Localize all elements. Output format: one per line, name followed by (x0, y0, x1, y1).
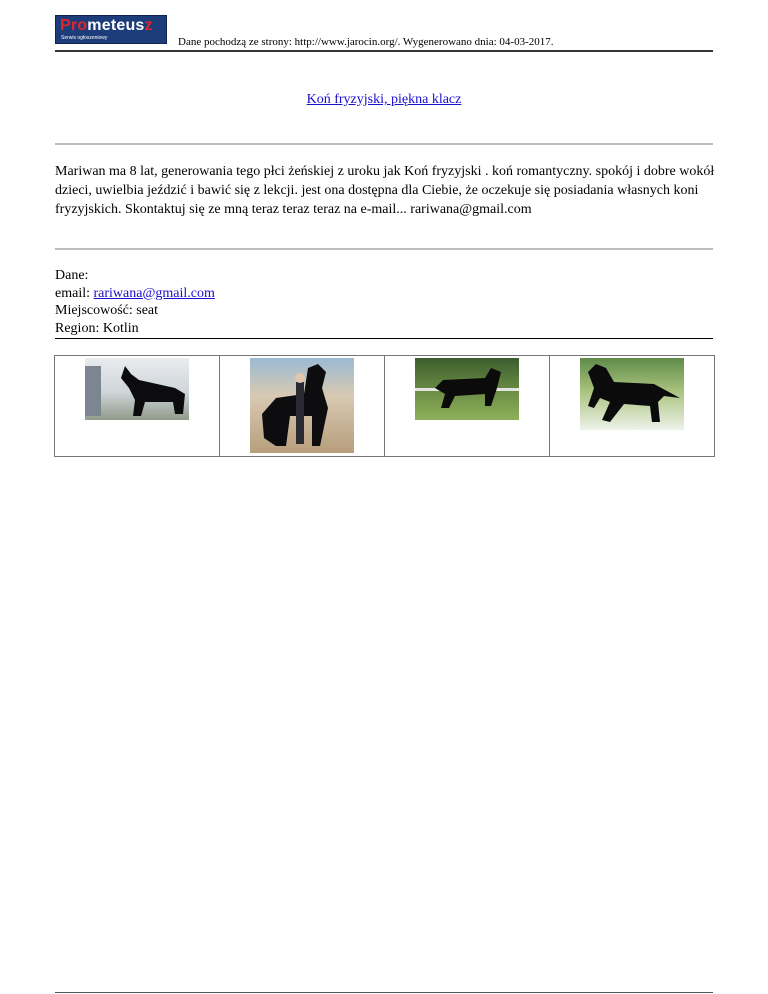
horse-photo-3[interactable] (415, 358, 519, 420)
logo-wordmark: Prometeusz (60, 17, 153, 34)
gallery-cell-4 (550, 356, 714, 456)
horse-photo-2[interactable] (250, 358, 354, 453)
email-row: email: rariwana@gmail.com (55, 285, 215, 301)
prometeusz-logo (55, 15, 167, 44)
footer-divider (55, 992, 713, 993)
listing-title-link[interactable]: Koń fryzyjski, piękna klacz (306, 92, 462, 107)
gallery-cell-1 (55, 356, 220, 456)
listing-description: Mariwan ma 8 lat, generowania tego płci żeńskiej z uroku jak Koń fryzyjski . koń romantyczny. spokój i dobre wokół dzieci, uwielbia jeździć i bawić się z lekcji. jest ona dostępna dla Ciebie, że oczekuje się posiadania własnych koni fryzyjskich. Skontaktuj się ze mną teraz teraz teraz na e-mail... rariwana@gmail.com (55, 164, 715, 217)
title-divider (55, 143, 713, 145)
horse-photo-1[interactable] (85, 358, 189, 420)
header-divider (55, 50, 713, 52)
contact-details (55, 267, 215, 337)
email-link[interactable]: rariwana@gmail.com (93, 285, 215, 301)
photo-gallery (54, 355, 715, 457)
details-divider (55, 338, 713, 339)
source-note: Dane pochodzą ze strony: http://www.jarocin.org/. Wygenerowano dnia: 04-03-2017. (178, 36, 554, 48)
gallery-cell-2 (220, 356, 385, 456)
logo-tagline: Serwis ogłoszeniowy (61, 35, 108, 41)
city-row: Miejscowość: seat (55, 303, 159, 318)
horse-photo-4[interactable] (580, 358, 684, 430)
description-divider (55, 248, 713, 250)
details-heading: Dane: (55, 268, 89, 283)
gallery-cell-3 (385, 356, 550, 456)
region-row: Region: Kotlin (55, 320, 139, 336)
